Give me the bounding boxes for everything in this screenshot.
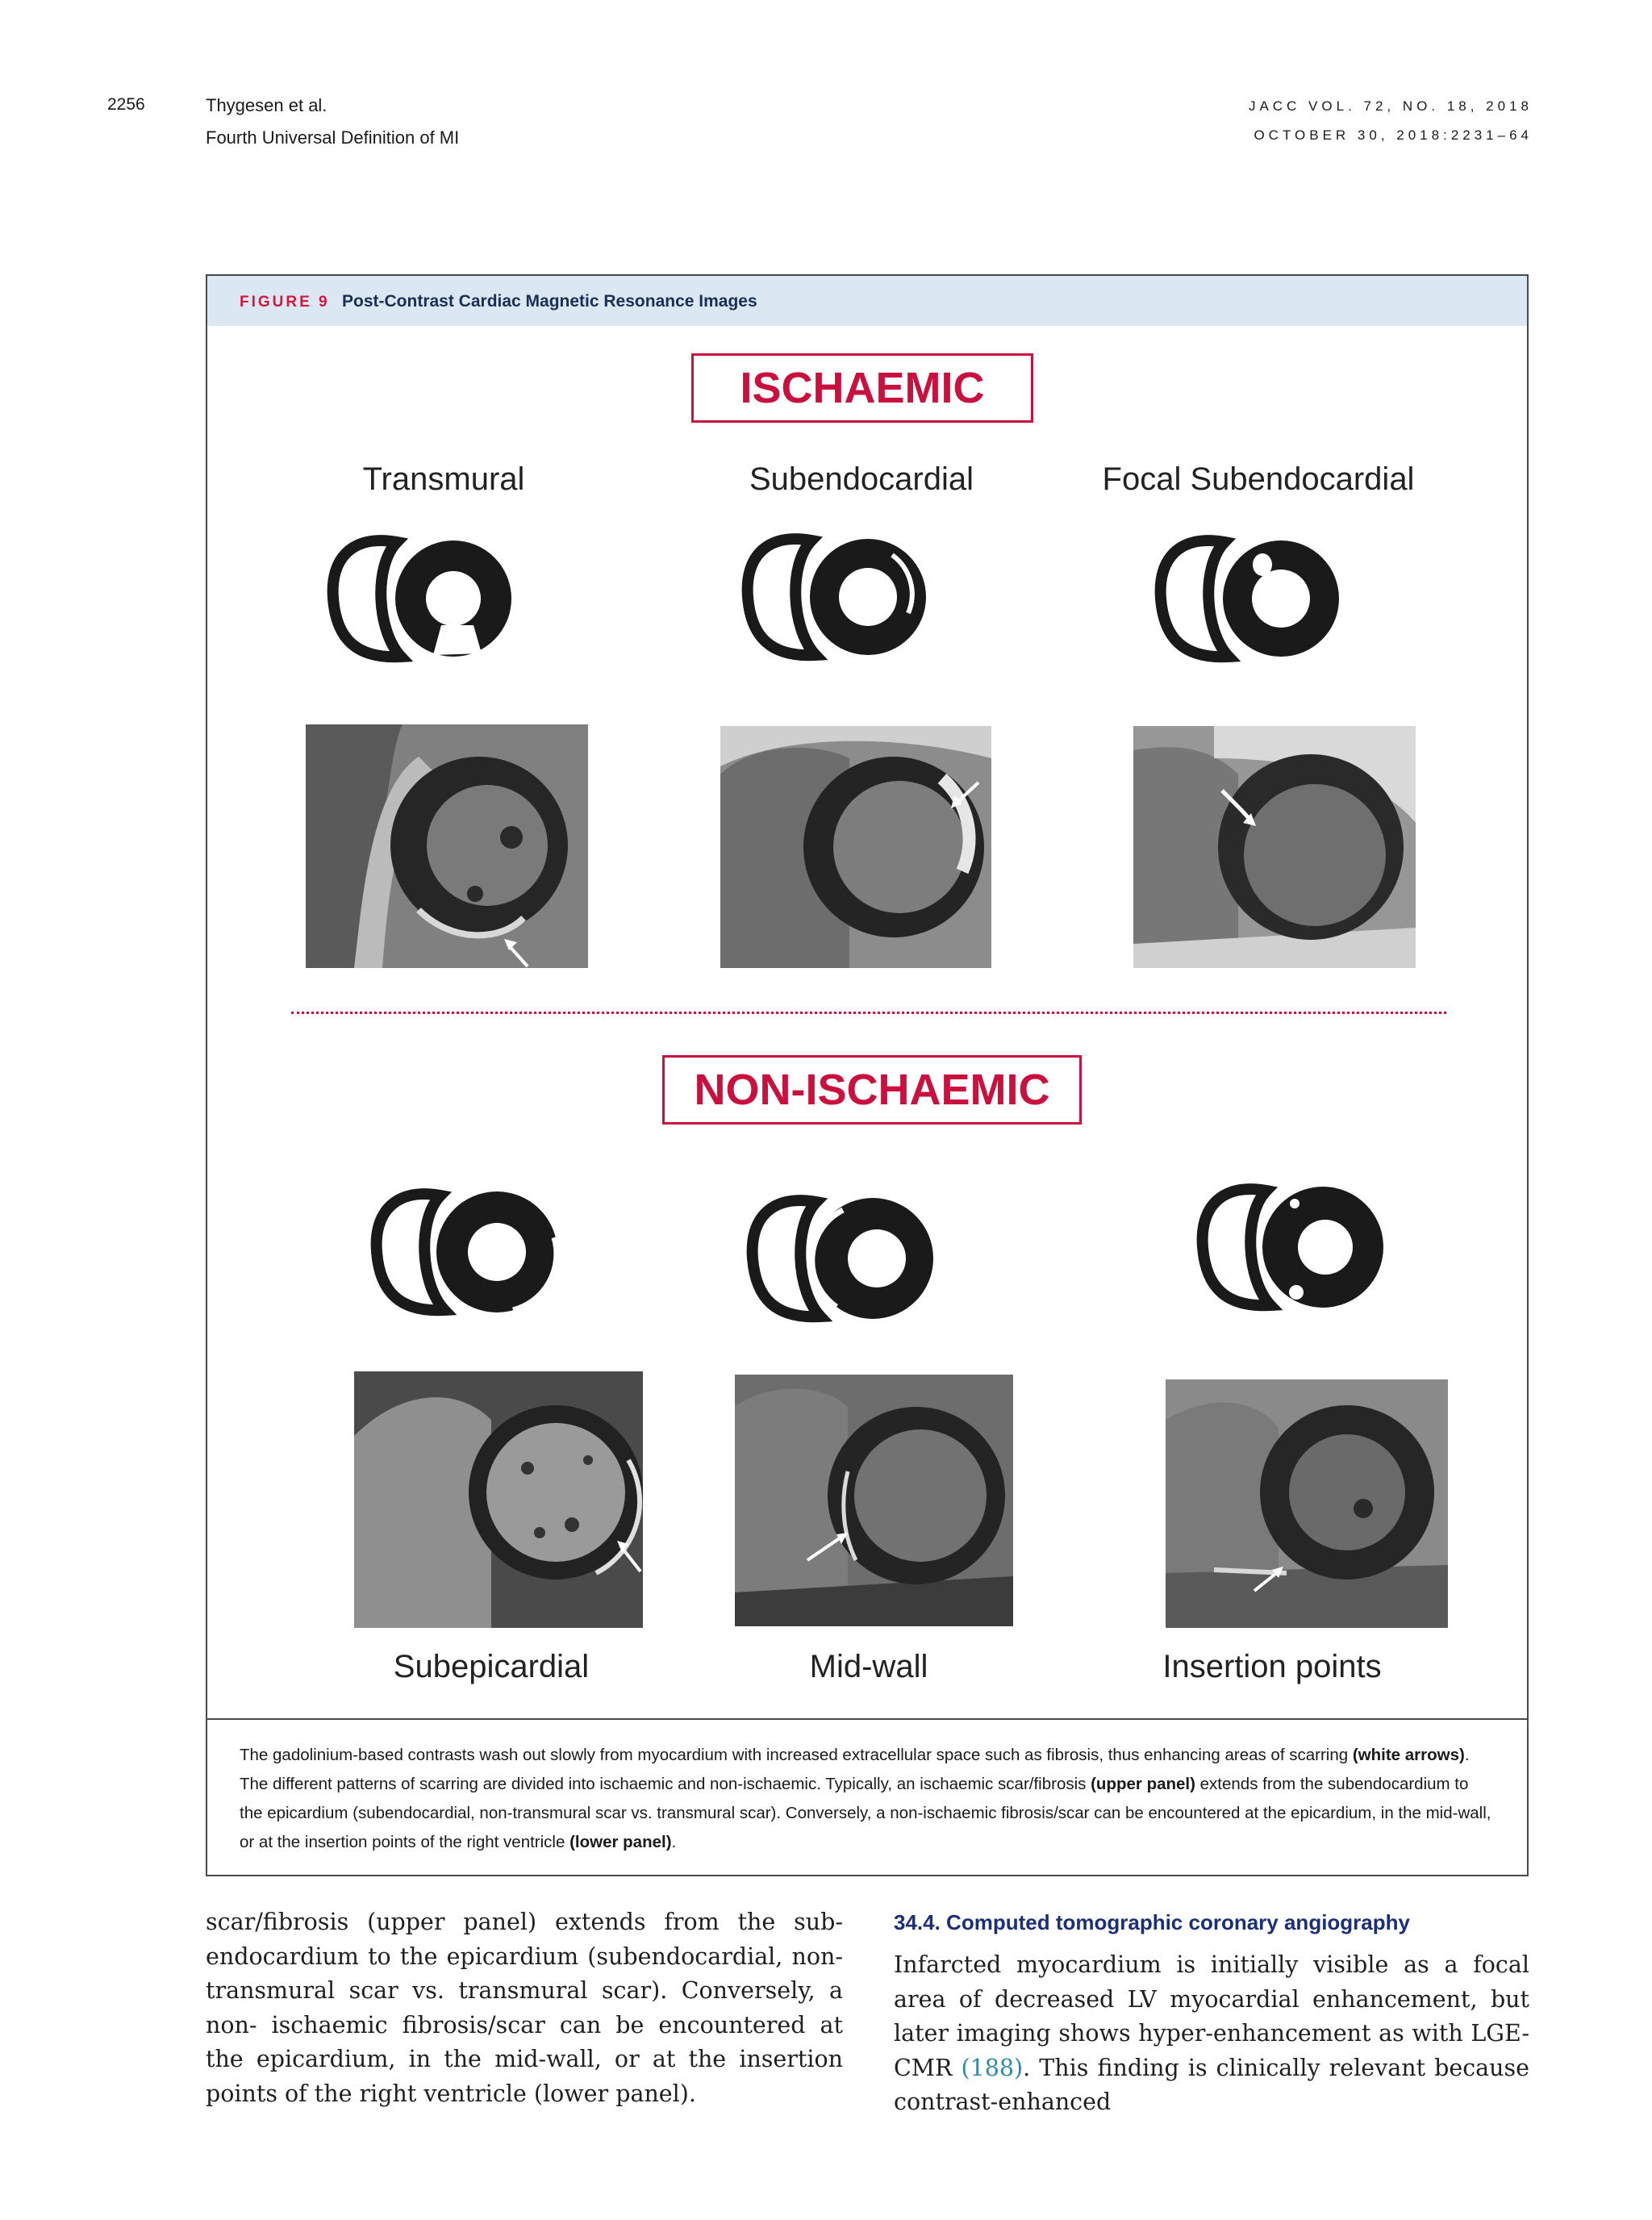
mri-insertion-points [1166,1379,1448,1628]
mri-subepicardial [354,1371,643,1628]
lv-cavity [1252,570,1310,628]
caption-bold: (white arrows) [1352,1746,1465,1764]
caption-text: . [671,1833,677,1851]
figure-9 [206,274,1529,1876]
caption-text: The gadolinium-based contrasts wash out slowly from myocardium with increased extracellular space such as fibrosis, thus enhancing areas of scarring [240,1746,1349,1764]
schematic-insertion-points [1190,1166,1424,1336]
reference-link[interactable]: (188) [961,2054,1024,2081]
figure-title-bar [207,276,1527,326]
non-ischaemic-label: NON-ISCHAEMIC [662,1055,1082,1125]
schematic-subepicardial [364,1171,598,1341]
mri-mid-wall [735,1375,1013,1626]
body-paragraph-right [894,1948,1529,2120]
panel-divider [291,1012,1446,1014]
journal-volume: JACC VOL. 72, NO. 18, 2018 [1248,98,1533,114]
col-title-mid-wall: Mid-wall [809,1649,928,1684]
rv-outline [748,539,816,655]
rv-outline [1161,540,1229,657]
mri-subendocardial [720,726,991,968]
scar-region [433,625,482,655]
page-number: 2256 [107,95,145,114]
lv-cavity [1298,1220,1353,1275]
ischaemic-label: ISCHAEMIC [691,353,1033,423]
col-title-focal-subendocardial: Focal Subendocardial [1102,461,1415,497]
rv-outline [333,540,401,657]
lv-cavity [426,571,481,626]
col-title-subendocardial: Subendocardial [749,461,974,497]
col-title-insertion-points: Insertion points [1162,1649,1382,1684]
body-text: . This finding is clinically relevant because contrast-enhanced [894,2054,1530,2115]
mri-focal-subendocardial [1133,726,1416,968]
section-heading: 34.4. Computed tomographic coronary angiography [894,1910,1410,1934]
figure-title: Post-Contrast Cardiac Magnetic Resonance Images [342,292,757,311]
mri-transmural [306,724,588,968]
caption-bold: (upper panel) [1091,1775,1195,1793]
running-authors [206,95,327,116]
schematic-transmural [320,518,554,679]
scar-region [1289,1285,1304,1300]
lv-cavity [839,568,897,626]
schematic-mid-wall [740,1178,974,1347]
schematic-focal-subendocardial [1148,518,1382,679]
rv-outline [1203,1189,1270,1305]
lv-cavity [848,1229,906,1287]
scar-region [1290,1199,1299,1208]
col-title-subepicardial: Subepicardial [393,1649,590,1684]
col-title-transmural: Transmural [362,461,525,497]
journal-date: OCTOBER 30, 2018:2231–64 [1254,127,1533,143]
body-text: Infarcted myocardium is initially visible as a focal area of decreased LV myocardial enhancement, but later imaging shows hyper-enhancement as with LGE-CMR [894,1951,1529,2081]
schematic-subendocardial [735,516,969,678]
scar-region [1253,553,1272,576]
caption-text: . The different patterns of scarring are divided into ischaemic and non-ischaemic. Typically, an ischaemic scar/fibrosis [240,1746,1470,1793]
lv-cavity [468,1223,526,1281]
caption-bold: (lower panel) [569,1833,672,1851]
figure-caption [207,1718,1527,1876]
authors-text: Thygesen et al. [206,95,327,115]
caption-text: extends from the subendocardium to the epicardium (subendocardial, non-transmural scar vs. transmural scar). Conversely, a non-ischaemic fibrosis/scar can be encountered at the epicardium, in the mid-wall, or at the insertion points of the right ventricle [240,1775,1491,1851]
body-paragraph-left: scar/fibrosis (upper panel) extends from the sub-endocardium to the epicardium (subendocardial, non-transmural scar vs. transmural scar). Conversely, a non- ischaemic fibrosis/scar can be encountered at the epicardium, in the mid-wall, or at the insertion points of the right ventricle (lower panel). [206,1909,843,2107]
rv-outline [377,1194,444,1310]
figure-number: FIGURE 9 [240,294,330,311]
running-title: Fourth Universal Definition of MI [206,127,460,148]
